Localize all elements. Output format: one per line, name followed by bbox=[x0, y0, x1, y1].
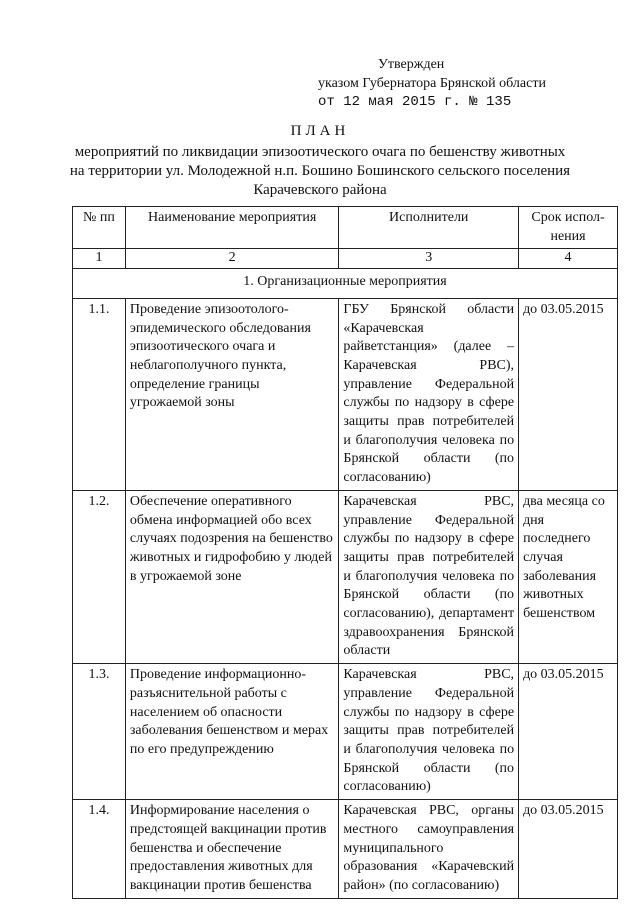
table-row bbox=[73, 298, 618, 490]
approval-line-3: от 12 мая 2015 г. № 135 bbox=[318, 94, 512, 110]
header-executors: Исполнители bbox=[339, 207, 519, 249]
row-num: 1.3. bbox=[73, 664, 126, 800]
table-row bbox=[73, 490, 618, 663]
row-name: Проведение информационно-разъяснительной работы с населением об опасности заболевания бешенством и мерах по его предупреждению bbox=[125, 664, 339, 800]
row-executors: Карачевская РВС, управление Федеральной службы по надзору в сфере защиты прав потребителей и благополучия человека по Брянской области (по согласованию), департамент здравоохранения Брянской области bbox=[339, 490, 519, 663]
row-executors: ГБУ Брянской области «Карачевская райветстанция» (далее – Карачевская РВС), управление Федеральной службы по надзору в сфере защиты прав потребителей и благополучия человека по Брянской области (по согласованию) bbox=[339, 298, 519, 490]
row-num: 1.2. bbox=[73, 490, 126, 663]
section-row bbox=[73, 269, 618, 299]
table-row bbox=[73, 800, 618, 899]
approval-block bbox=[318, 56, 546, 112]
column-number: 3 bbox=[339, 249, 519, 269]
column-number: 2 bbox=[125, 249, 339, 269]
table-row bbox=[73, 664, 618, 800]
row-name: Проведение эпизоотолого-эпидемического обследования эпизоотического очага и неблагополучного пункта, определение границы угрожаемой зоны bbox=[125, 298, 339, 490]
title-line-3: Карачевского района bbox=[253, 182, 387, 198]
row-name: Информирование населения о предстоящей вакцинации против бешенства и обеспечение предоставления животных для вакцинации против бешенства bbox=[125, 800, 339, 899]
row-executors: Карачевская РВС, органы местного самоуправления муниципального образования «Карачевский район» (по согласованию) bbox=[339, 800, 519, 899]
row-num: 1.1. bbox=[73, 298, 126, 490]
title-plan: ПЛАН bbox=[290, 123, 350, 139]
header-num: № пп bbox=[73, 207, 126, 249]
plan-table bbox=[72, 206, 618, 899]
header-term: Срок испол-нения bbox=[519, 207, 618, 249]
row-num: 1.4. bbox=[73, 800, 126, 899]
row-term: до 03.05.2015 bbox=[519, 298, 618, 490]
row-term: до 03.05.2015 bbox=[519, 800, 618, 899]
column-number: 1 bbox=[73, 249, 126, 269]
approval-line-2: указом Губернатора Брянской области bbox=[318, 75, 546, 91]
header-name: Наименование мероприятия bbox=[125, 207, 339, 249]
row-executors: Карачевская РВС, управление Федеральной службы по надзору в сфере защиты прав потребителей и благополучия человека по Брянской области (по согласованию) bbox=[339, 664, 519, 800]
column-number-row bbox=[73, 249, 618, 269]
title-line-1: мероприятий по ликвидации эпизоотического очага по бешенству животных bbox=[74, 144, 566, 160]
document-title bbox=[0, 122, 640, 200]
row-term: два месяца со дня последнего случая заболевания животных бешенством bbox=[519, 490, 618, 663]
section-title: 1. Организационные мероприятия bbox=[73, 269, 618, 299]
title-line-2: на территории ул. Молодежной н.п. Бошино Бошинского сельского поселения bbox=[69, 163, 571, 179]
row-name: Обеспечение оперативного обмена информацией обо всех случаях подозрения на бешенство животных и гидрофобию у людей в угрожаемой зоне bbox=[125, 490, 339, 663]
row-term: до 03.05.2015 bbox=[519, 664, 618, 800]
table-header-row bbox=[73, 207, 618, 249]
approval-line-1: Утвержден bbox=[378, 57, 445, 72]
column-number: 4 bbox=[519, 249, 618, 269]
